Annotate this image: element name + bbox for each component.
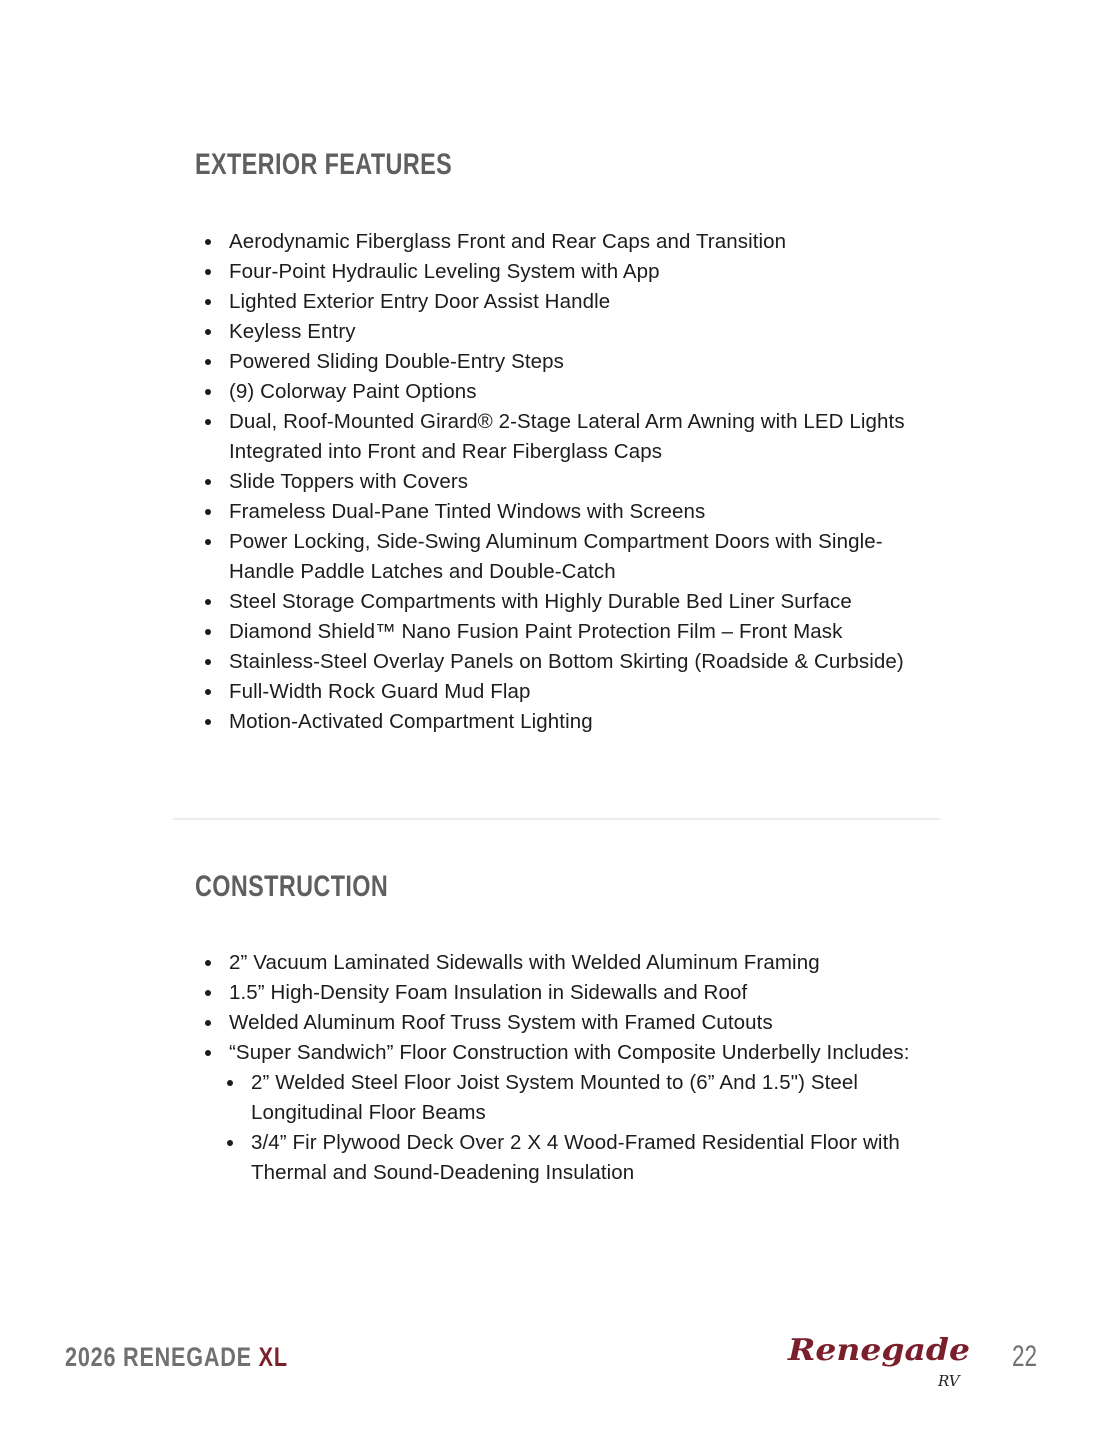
footer-model-suffix: XL [258,1342,288,1372]
list-item: Four-Point Hydraulic Leveling System with App [205,257,925,287]
list-item: Stainless-Steel Overlay Panels on Bottom Skirting (Roadside & Curbside) [205,647,925,677]
list-item: “Super Sandwich” Floor Construction with Composite Underbelly Includes: [205,1038,925,1068]
footer-model-prefix: 2026 RENEGADE [65,1342,259,1372]
construction-sub-list [227,1068,925,1188]
sub-list-item: 3/4” Fir Plywood Deck Over 2 X 4 Wood-Framed Residential Floor with Thermal and Sound-Deadening Insulation [227,1128,925,1188]
list-item: Motion-Activated Compartment Lighting [205,707,925,737]
list-item: Keyless Entry [205,317,925,347]
section-title-exterior-features: EXTERIOR FEATURES [195,148,453,181]
list-item: 1.5” High-Density Foam Insulation in Sidewalls and Roof [205,978,925,1008]
section-title-construction: CONSTRUCTION [195,870,389,903]
sub-list-container [205,1068,925,1188]
exterior-features-list [205,227,925,737]
list-item: Full-Width Rock Guard Mud Flap [205,677,925,707]
list-item: Welded Aluminum Roof Truss System with Framed Cutouts [205,1008,925,1038]
list-item: Power Locking, Side-Swing Aluminum Compartment Doors with Single-Handle Paddle Latches and Double-Catch [205,527,925,587]
section-divider [173,818,940,820]
renegade-rv-logo [782,1326,982,1390]
list-item: Steel Storage Compartments with Highly Durable Bed Liner Surface [205,587,925,617]
list-item: Aerodynamic Fiberglass Front and Rear Caps and Transition [205,227,925,257]
list-item: (9) Colorway Paint Options [205,377,925,407]
list-item: 2” Vacuum Laminated Sidewalls with Welded Aluminum Framing [205,948,925,978]
list-item: Frameless Dual-Pane Tinted Windows with Screens [205,497,925,527]
sub-list-item: 2” Welded Steel Floor Joist System Mounted to (6” And 1.5") Steel Longitudinal Floor Beams [227,1068,925,1128]
list-item: Diamond Shield™ Nano Fusion Paint Protection Film – Front Mask [205,617,925,647]
list-item: Slide Toppers with Covers [205,467,925,497]
logo-subtext: RV [938,1372,960,1390]
list-item: Dual, Roof-Mounted Girard® 2-Stage Lateral Arm Awning with LED Lights Integrated into Front and Rear Fiberglass Caps [205,407,925,467]
footer-model-name [65,1342,288,1373]
construction-list [205,948,925,1188]
list-item: Powered Sliding Double-Entry Steps [205,347,925,377]
page-number: 22 [1012,1340,1038,1373]
logo-wordmark: Renegade [786,1333,970,1368]
list-item: Lighted Exterior Entry Door Assist Handle [205,287,925,317]
